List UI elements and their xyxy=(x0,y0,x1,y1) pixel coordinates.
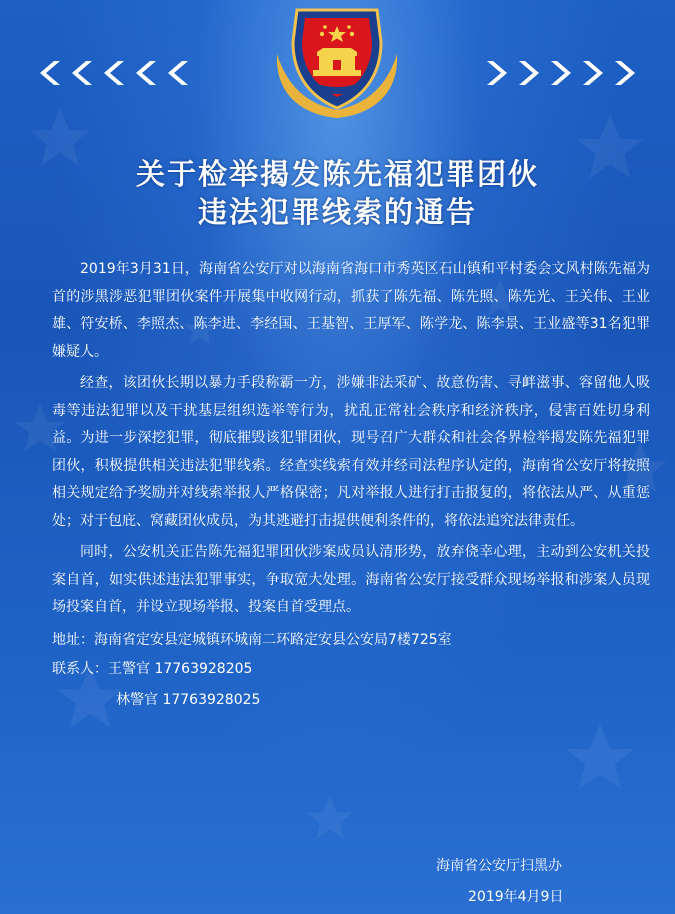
issue-date: 2019年4月9日 xyxy=(468,889,564,905)
paragraph-1: 2019年3月31日，海南省公安厅对以海南省海口市秀英区石山镇和平村委会文风村陈先福为首的涉黑涉恶犯罪团伙案件开展集中收网行动，抓获了陈先福、陈先照、陈先光、王关伟、王业雄、符安桥、李照杰、陈李进、李经国、王基智、王厚军、陈学龙、陈李景、王业盛等31名犯罪嫌疑人。 xyxy=(52,261,650,360)
police-badge-icon xyxy=(267,2,407,124)
chevrons-right-icon xyxy=(487,58,647,88)
paragraph-3: 同时，公安机关正告陈先福犯罪团伙涉案成员认清形势，放弃侥幸心理，主动到公安机关投案自首，如实供述违法犯罪事实，争取宽大处理。海南省公安厅接受群众现场举报和涉案人员现场投案自首，并设立现场举报、投案自首受理点。 xyxy=(52,544,650,615)
paragraph-2: 经查，该团伙长期以暴力手段称霸一方，涉嫌非法采矿、故意伤害、寻衅滋事、容留他人吸毒等违法犯罪以及干扰基层组织选举等行为，扰乱正常社会秩序和经济秩序，侵害百姓切身利益。为进一步深挖犯罪，彻底摧毁该犯罪团伙，现号召广大群众和社会各界检举揭发陈先福犯罪团伙，积极提供相关违法犯罪线索。经查实线索有效并经司法程序认定的，海南省公安厅将按照相关规定给予奖励并对线索举报人严格保密；凡对举报人进行打击报复的，将依法从严、从重惩处；对于包庇、窝藏团伙成员，为其逃避打击提供便利条件的，将依法追究法律责任。 xyxy=(52,375,650,529)
address-line: 地址：海南省定安县定城镇环城南二环路定安县公安局7楼725室 xyxy=(52,631,452,648)
notice-body xyxy=(52,256,650,715)
title-line-2: 违法犯罪线索的通告 xyxy=(197,195,477,229)
contact-line-1: 联系人：王警官 17763928205 xyxy=(52,660,253,677)
issuer-name: 海南省公安厅扫黑办 xyxy=(436,858,562,874)
contact-line-2: 林警官 17763928025 xyxy=(116,691,261,708)
title-line-1: 关于检举揭发陈先福犯罪团伙 xyxy=(135,157,539,191)
chevrons-left-icon xyxy=(28,58,188,88)
